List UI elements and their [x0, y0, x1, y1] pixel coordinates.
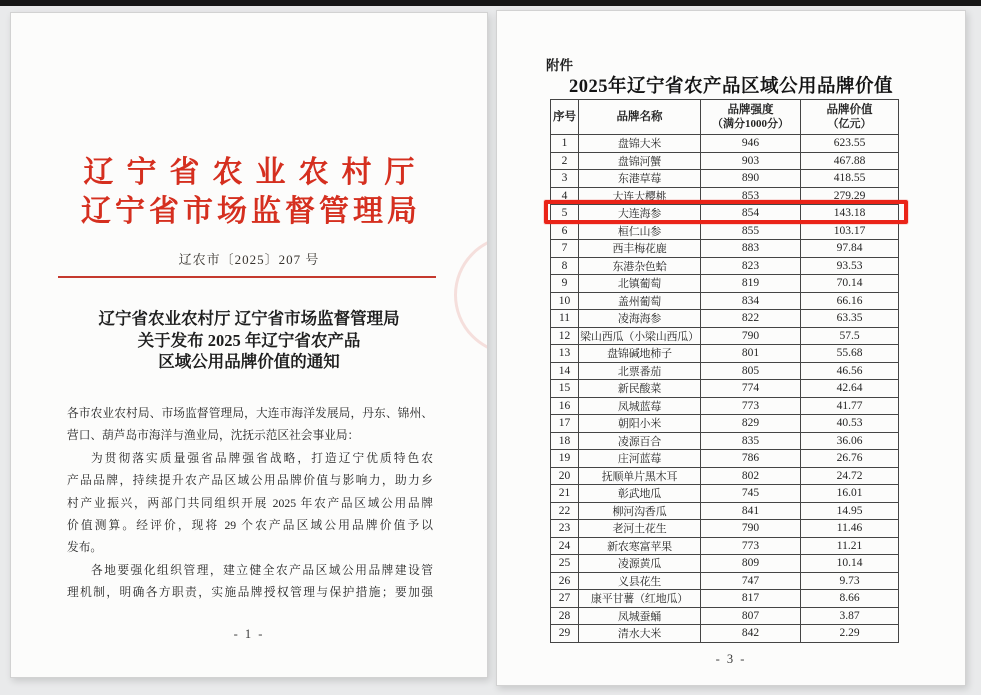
table-row: 1 盘锦大米 946 623.55 [551, 135, 899, 153]
notice-title [11, 308, 487, 373]
brand-value-table [550, 99, 899, 643]
body-lines [67, 403, 433, 605]
page-1-notice [10, 12, 488, 678]
table-row: 17 朝阳小米 829 40.53 [551, 415, 899, 433]
body-line: 村产业振兴，两部门共同组织开展 2025 年农产品区域公用品牌 [67, 496, 433, 510]
table-row: 22 柳河沟香瓜 841 14.95 [551, 502, 899, 520]
document-number: 辽农市〔2025〕207 号 [178, 252, 320, 267]
agency-header [11, 154, 487, 232]
table-row: 11 凌海海参 822 63.35 [551, 310, 899, 328]
table-row: 23 老河土花生 790 11.46 [551, 520, 899, 538]
table-row: 2 盘锦河蟹 903 467.88 [551, 152, 899, 170]
column-header-brand-strength: 品牌强度 （满分1000分） [701, 100, 801, 135]
table-row: 26 义县花生 747 9.73 [551, 572, 899, 590]
table-row: 20 抚顺单片黑木耳 802 24.72 [551, 467, 899, 485]
table-row: 24 新农寒富苹果 773 11.21 [551, 537, 899, 555]
table-row: 14 北票番茄 805 46.56 [551, 362, 899, 380]
body-line: 理机制，明确各方职责，实施品牌授权管理与保护措施；要加强 [67, 586, 433, 600]
table-row: 8 东港杂色蛤 823 93.53 [551, 257, 899, 275]
table-header [551, 100, 899, 135]
page-3-appendix [496, 10, 966, 686]
attachment-label: 附件 [546, 58, 573, 73]
table-row: 18 凌源百合 835 36.06 [551, 432, 899, 450]
body-line: 为贯彻落实质量强省品牌强省战略，打造辽宁优质特色农 [91, 451, 433, 465]
column-header-rank: 序号 [551, 100, 579, 135]
body-line: 营口、葫芦岛市海洋与渔业局，沈抚示范区社会事业局： [67, 429, 360, 443]
table-row: 5 大连海参 854 143.18 [551, 205, 899, 223]
table-row: 29 清水大米 842 2.29 [551, 625, 899, 643]
table-row: 9 北镇葡萄 819 70.14 [551, 275, 899, 293]
body-line: 价值测算。经评价，现将 29 个农产品区域公用品牌价值予以 [67, 518, 433, 532]
table-row: 21 彰武地瓜 745 16.01 [551, 485, 899, 503]
brand-table-body [551, 135, 899, 643]
agency-name-line1: 辽宁省农业农村厅 [83, 156, 428, 189]
table-row: 13 盘锦碱地柿子 801 55.68 [551, 345, 899, 363]
body-line: 各市农业农村局、市场监督管理局，大连市海洋发展局，丹东、锦州、 [67, 407, 433, 420]
table-row: 16 凤城蓝莓 773 41.77 [551, 397, 899, 415]
body-line: 发布。 [67, 541, 103, 555]
agency-name-line2: 辽宁省市场监督管理局 [81, 195, 421, 228]
table-row: 15 新民酸菜 774 42.64 [551, 380, 899, 398]
top-toolbar-edge [0, 0, 981, 6]
table-row: 28 凤城蚕蛹 807 3.87 [551, 607, 899, 625]
page-number-3: - 3 - [715, 652, 747, 666]
table-row: 3 东港草莓 890 418.55 [551, 170, 899, 188]
body-line: 各地要强化组织管理，建立健全农产品区域公用品牌建设管 [91, 563, 433, 577]
table-row: 19 庄河蓝莓 786 26.76 [551, 450, 899, 468]
table-header-row [551, 100, 899, 135]
table-row: 25 凌源黄瓜 809 10.14 [551, 555, 899, 573]
table-row: 27 康平甘薯（红地瓜） 817 8.66 [551, 590, 899, 608]
table-row: 4 大连大樱桃 853 279.29 [551, 187, 899, 205]
page-number-1: - 1 - [233, 627, 265, 641]
table-row: 7 西丰梅花鹿 883 97.84 [551, 240, 899, 258]
table-row: 6 桓仁山参 855 103.17 [551, 222, 899, 240]
table-row: 12 梁山西瓜（小梁山西瓜） 790 57.5 [551, 327, 899, 345]
notice-title-line2: 关于发布 2025 年辽宁省农产品 [137, 330, 361, 350]
red-divider-rule [58, 276, 436, 278]
column-header-brand-name: 品牌名称 [579, 100, 701, 135]
column-header-brand-value: 品牌价值 （亿元） [801, 100, 899, 135]
table-title: 2025年辽宁省农产品区域公用品牌价值 [568, 77, 893, 97]
notice-title-line3: 区域公用品牌价值的通知 [158, 352, 340, 371]
body-line: 产品品牌，持续提升农产品区域公用品牌价值与影响力，助力乡 [67, 474, 433, 488]
table-row: 10 盖州葡萄 834 66.16 [551, 292, 899, 310]
notice-title-line1: 辽宁省农业农村厅 辽宁省市场监督管理局 [98, 309, 400, 328]
